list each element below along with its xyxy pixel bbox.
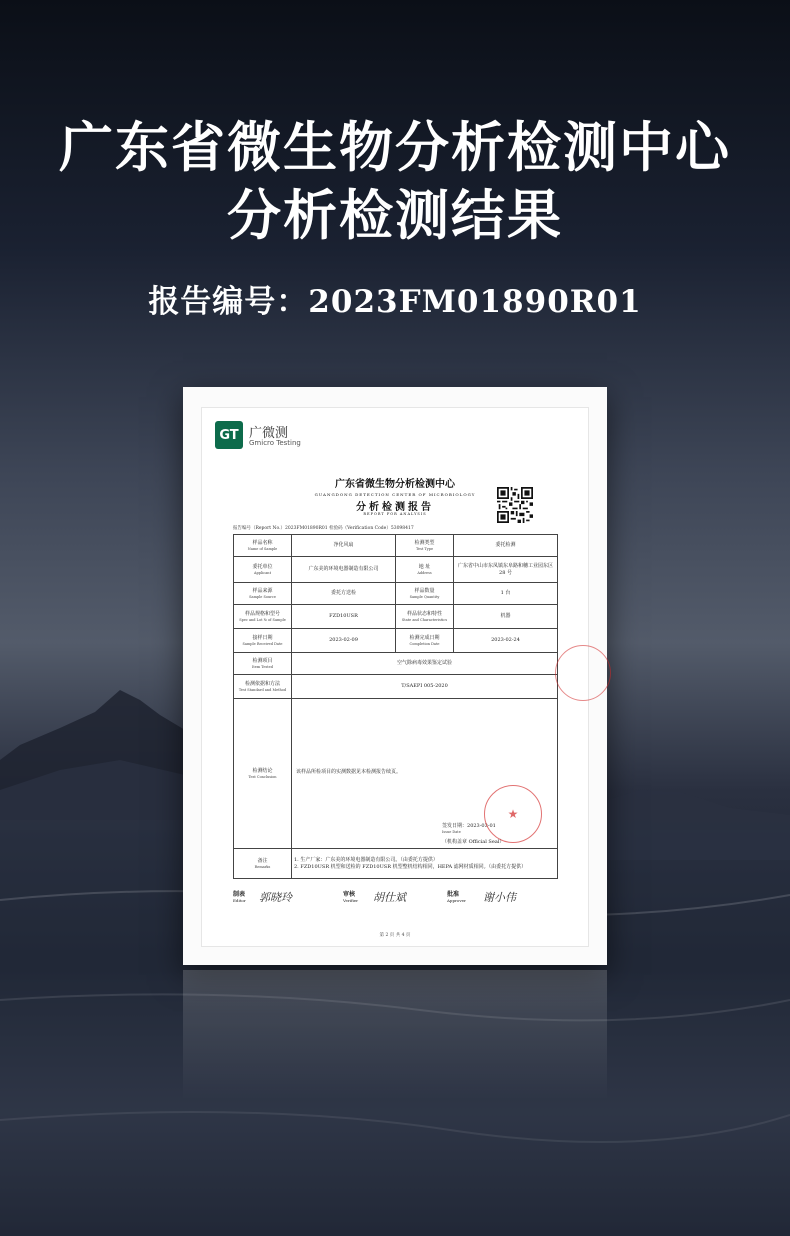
table-label: 样品状态和特性 State and Characteristics xyxy=(396,605,454,629)
center-title: 广东省微生物分析检测中心 xyxy=(335,479,455,490)
qr-code-icon xyxy=(497,487,533,523)
editor-signature: 郭晓玲 xyxy=(259,891,292,904)
report-page xyxy=(201,407,589,947)
table-row xyxy=(234,583,558,605)
headline-subtitle: 分析检测结果 xyxy=(227,183,563,247)
table-value: 委托检测 xyxy=(454,535,558,557)
table-label: 样品来源 Sample Source xyxy=(234,583,292,605)
table-label: 接样日期 Sample Received Date xyxy=(234,629,292,653)
table-row xyxy=(234,605,558,629)
table-label: 检测完成日期 Completion Date xyxy=(396,629,454,653)
table-label: 检测依据和方法 Test Standard and Method xyxy=(234,675,292,699)
verifier-label: 审核 Verifier xyxy=(343,891,359,903)
table-value: 净化风扇 xyxy=(292,535,396,557)
table-row xyxy=(234,653,558,675)
issue-date: 签发日期：2023-03-01 Issue Date xyxy=(442,823,496,834)
seal-label: （机构盖章 Official Seal） xyxy=(442,839,505,845)
report-title: 分析检测报告 xyxy=(356,502,434,513)
verifier-signature: 胡仕斌 xyxy=(373,891,406,904)
table-row xyxy=(234,849,558,879)
official-seal-icon: ★ xyxy=(484,785,542,843)
side-seal-icon xyxy=(555,645,611,701)
headline-title: 广东省微生物分析检测中心 xyxy=(59,115,731,179)
table-label: 地 址 Address xyxy=(396,557,454,583)
editor-label: 制表 Editor xyxy=(233,891,246,903)
table-row xyxy=(234,629,558,653)
remarks-cell: 1. 生产厂家：广东美的环境电器制造有限公司。（由委托方提供） 2. FZD10USR 机型和送检的 FZD10USR 机型整机结构相同，HEPA 滤网材质相同。（由委托方提供） xyxy=(292,849,558,879)
page-number: 第 2 页 共 4 页 xyxy=(379,933,411,938)
table-label: 样品规格和型号 Spec and Lot № of Sample xyxy=(234,605,292,629)
table-label: 检测结论 Test Conclusion xyxy=(234,699,292,849)
gt-logo-icon: GT xyxy=(215,421,243,449)
table-row xyxy=(234,675,558,699)
table-value: 2023-02-09 xyxy=(292,629,396,653)
test-item-value: 空气除病毒效果鉴定试验 xyxy=(292,653,558,675)
report-number-line: 报告编号（Report No.）2023FM01890R01 检验码（Verification Code）53098417 xyxy=(233,526,414,531)
headline-report-number: 报告编号：2023FM01890R01 xyxy=(148,284,642,320)
frame-reflection xyxy=(183,970,607,1100)
table-value: 广东省中山市东凤镇东阜路和穗工业园东区 28 号 xyxy=(454,557,558,583)
logo-text: 广微测 xyxy=(249,426,289,441)
standard-value: T/SAEPI 005-2020 xyxy=(292,675,558,699)
conclusion-text: 该样品所检项目的实测数据见本检测报告续页。 xyxy=(296,769,402,775)
table-label: 样品数量 Sample Quantity xyxy=(396,583,454,605)
table-value: 2023-02-24 xyxy=(454,629,558,653)
center-title-en: GUANGDONG DETECTION CENTER OF MICROBIOLOGY xyxy=(314,492,476,497)
table-label: 委托单位 Applicant xyxy=(234,557,292,583)
table-value: 广东美的环境电器制造有限公司 xyxy=(292,557,396,583)
table-value: 委托方送检 xyxy=(292,583,396,605)
table-label: 检测类型 Test Type xyxy=(396,535,454,557)
table-row xyxy=(234,535,558,557)
table-row xyxy=(234,557,558,583)
table-label: 检测项目 Item Tested xyxy=(234,653,292,675)
table-value: 1 台 xyxy=(454,583,558,605)
table-label: 样品名称 Name of Sample xyxy=(234,535,292,557)
logo-text-en: Gmicro Testing xyxy=(249,439,301,447)
approver-label: 批准 Approver xyxy=(447,891,466,903)
table-value: 机器 xyxy=(454,605,558,629)
approver-signature: 谢小伟 xyxy=(483,891,516,904)
report-title-en: REPORT FOR ANALYSIS xyxy=(363,512,427,516)
certificate-frame xyxy=(183,387,607,965)
table-value: FZD10USR xyxy=(292,605,396,629)
table-label: 备注 Remarks xyxy=(234,849,292,879)
